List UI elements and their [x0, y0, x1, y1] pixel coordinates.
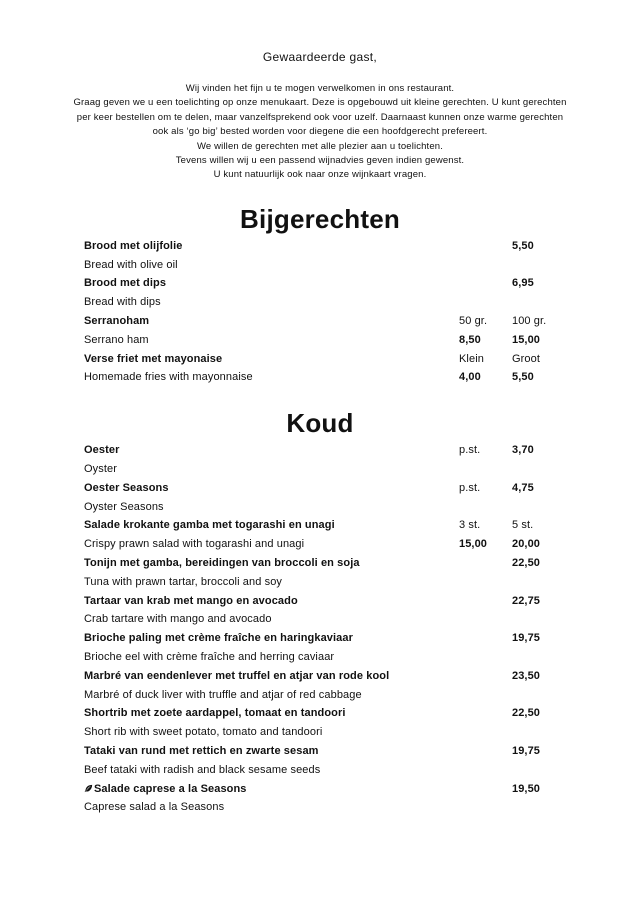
- item-name: [84, 629, 459, 648]
- menu-section: [84, 204, 556, 387]
- menu-item: [84, 667, 556, 705]
- item-description-row: [84, 686, 556, 705]
- item-description: Oyster Seasons: [84, 500, 164, 513]
- item-unit: [459, 798, 512, 817]
- intro-line: Graag geven we u een toelichting op onze menukaart. Deze is opgebouwd uit kleine gerechten. U kunt gerechten: [73, 97, 567, 109]
- item-unit: [512, 498, 556, 517]
- item-unit: [459, 460, 512, 479]
- item-price: 50 gr.: [459, 315, 488, 328]
- menu-item: [84, 592, 556, 630]
- menu-item: [84, 274, 556, 312]
- item-name-text: Serranoham: [84, 315, 150, 328]
- item-name-text: Shortrib met zoete aardappel, tomaat en tandoori: [84, 707, 346, 720]
- menu-section: [84, 408, 556, 817]
- item-name-text: Verse friet met mayonaise: [84, 352, 223, 365]
- item-description: Serrano ham: [84, 333, 149, 346]
- item-name-row: [84, 237, 556, 256]
- item-unit: [459, 742, 512, 761]
- item-description: Crispy prawn salad with togarashi and unagi: [84, 538, 305, 551]
- item-unit: [459, 237, 512, 256]
- menu-item: [84, 479, 556, 517]
- item-price: 6,95: [512, 277, 534, 290]
- item-description-row: [84, 610, 556, 629]
- item-price: 3 st.: [459, 519, 481, 532]
- item-unit: p.st.: [459, 444, 481, 457]
- item-price: 20,00: [512, 538, 541, 551]
- menu-sections: [84, 204, 556, 817]
- item-price: 22,75: [512, 594, 541, 607]
- item-description: Tuna with prawn tartar, broccoli and soy: [84, 575, 283, 588]
- item-name: [84, 667, 459, 686]
- item-price: 23,50: [512, 669, 541, 682]
- section-title: Koud: [286, 408, 354, 439]
- item-unit: [459, 761, 512, 780]
- greeting-text: Gewaardeerde gast,: [262, 50, 378, 64]
- item-name-text: Brood met dips: [84, 277, 167, 290]
- item-name-row: [84, 780, 556, 799]
- item-price: 15,00: [512, 333, 541, 346]
- item-name-row: [84, 629, 556, 648]
- item-unit: [512, 460, 556, 479]
- item-name-row: [84, 704, 556, 723]
- item-price: 19,75: [512, 632, 541, 645]
- item-unit: Groot: [512, 352, 541, 365]
- item-unit: [459, 686, 512, 705]
- item-description-row: [84, 648, 556, 667]
- item-description: Beef tataki with radish and black sesame seeds: [84, 763, 321, 776]
- menu-item: [84, 704, 556, 742]
- menu-item: [84, 516, 556, 554]
- item-unit: [512, 761, 556, 780]
- menu-item: [84, 312, 556, 350]
- item-description: Short rib with sweet potato, tomato and tandoori: [84, 726, 323, 739]
- item-name: [84, 441, 459, 460]
- item-unit: [459, 780, 512, 799]
- item-name: [84, 479, 459, 498]
- item-name-text: Tartaar van krab met mango en avocado: [84, 594, 298, 607]
- item-name-row: [84, 479, 556, 498]
- item-name-row: [84, 441, 556, 460]
- item-name-row: [84, 350, 556, 369]
- item-description-row: [84, 331, 556, 350]
- item-description-row: [84, 761, 556, 780]
- item-unit: [459, 723, 512, 742]
- item-price: 15,00: [459, 538, 488, 551]
- menu-item: [84, 780, 556, 818]
- item-name-text: Salade caprese a la Seasons: [94, 782, 247, 795]
- item-description: Bread with dips: [84, 296, 161, 309]
- item-unit: [459, 610, 512, 629]
- item-unit: [459, 498, 512, 517]
- item-unit: [459, 573, 512, 592]
- menu-item: [84, 237, 556, 275]
- item-unit: [459, 554, 512, 573]
- intro-line: U kunt natuurlijk ook naar onze wijnkaart vragen.: [213, 169, 427, 181]
- item-price: 22,50: [512, 707, 541, 720]
- item-name-text: Tataki van rund met rettich en zwarte sesam: [84, 744, 319, 757]
- item-name-text: Oester: [84, 444, 120, 457]
- item-name: [84, 312, 459, 331]
- item-unit: [459, 256, 512, 275]
- item-description: Marbré of duck liver with truffle and atjar of red cabbage: [84, 688, 362, 701]
- item-unit: [512, 648, 556, 667]
- item-unit: Klein: [459, 352, 484, 365]
- item-price: 22,50: [512, 557, 541, 569]
- item-name-text: Marbré van eendenlever met truffel en atjar van rode kool: [84, 669, 390, 682]
- section-title: Bijgerechten: [240, 203, 400, 234]
- item-unit: [459, 629, 512, 648]
- item-name: [84, 742, 459, 761]
- item-description: Caprese salad a la Seasons: [84, 801, 225, 814]
- item-price: 8,50: [459, 333, 481, 346]
- item-name-row: [84, 312, 556, 331]
- item-unit: [459, 293, 512, 312]
- item-description-row: [84, 723, 556, 742]
- item-name: [84, 274, 459, 293]
- intro-line: per keer bestellen om te delen, maar vanzelfsprekend ook voor uzelf. Daarnaast kunnen onze warme gerechten: [76, 111, 564, 123]
- item-description: Crab tartare with mango and avocado: [84, 613, 272, 626]
- item-description: Bread with olive oil: [84, 258, 178, 271]
- menu-item: [84, 554, 556, 592]
- item-unit: [512, 798, 556, 817]
- item-name-text: Brioche paling met crème fraîche en haringkaviaar: [84, 632, 354, 645]
- intro-line: Wij vinden het fijn u te mogen verwelkomen in ons restaurant.: [185, 83, 455, 94]
- item-description-row: [84, 293, 556, 312]
- item-price: 100 gr.: [512, 315, 547, 328]
- item-description: Homemade fries with mayonnaise: [84, 371, 253, 384]
- item-name: [84, 780, 459, 799]
- item-description-row: [84, 368, 556, 387]
- item-description-row: [84, 573, 556, 592]
- intro-line: ook als ‘go big’ bested worden voor diegene die een hoofdgerecht prefereert.: [152, 126, 488, 138]
- item-description-row: [84, 256, 556, 275]
- item-name: [84, 554, 459, 573]
- item-description-row: [84, 535, 556, 554]
- item-name-text: Tonijn met gamba, bereidingen van broccoli en soja: [84, 557, 360, 569]
- item-unit: [512, 723, 556, 742]
- item-name: [84, 516, 459, 535]
- item-name-row: [84, 516, 556, 535]
- item-price: 4,00: [459, 371, 481, 384]
- item-description: Brioche eel with crème fraîche and herring caviaar: [84, 650, 335, 663]
- item-price: 5,50: [512, 239, 534, 252]
- item-description: Oyster: [84, 463, 117, 476]
- item-description-row: [84, 460, 556, 479]
- item-name-text: Salade krokante gamba met togarashi en unagi: [84, 519, 335, 532]
- item-price: 19,50: [512, 782, 541, 795]
- item-unit: [512, 256, 556, 275]
- item-price: 5,50: [512, 371, 534, 384]
- item-unit: p.st.: [459, 481, 481, 494]
- item-unit: [459, 274, 512, 293]
- intro-paragraph: [0, 82, 640, 183]
- item-description-row: [84, 498, 556, 517]
- item-price: 3,70: [512, 444, 534, 457]
- item-name: [84, 592, 459, 611]
- item-unit: [459, 704, 512, 723]
- item-name-text: Oester Seasons: [84, 481, 169, 494]
- item-unit: [459, 667, 512, 686]
- item-name-row: [84, 742, 556, 761]
- item-name-text: Brood met olijfolie: [84, 239, 183, 252]
- item-unit: [459, 592, 512, 611]
- item-name-row: [84, 274, 556, 293]
- item-price: 4,75: [512, 481, 534, 494]
- leaf-icon: [84, 784, 93, 793]
- item-unit: [512, 610, 556, 629]
- item-description-row: [84, 798, 556, 817]
- menu-item: [84, 629, 556, 667]
- item-name-row: [84, 554, 556, 573]
- item-name: [84, 704, 459, 723]
- intro-line: Tevens willen wij u een passend wijnadvies geven indien gewenst.: [175, 155, 465, 167]
- item-price: 5 st.: [512, 519, 534, 532]
- menu-item: [84, 441, 556, 479]
- item-name-row: [84, 667, 556, 686]
- menu-item: [84, 742, 556, 780]
- item-unit: [459, 648, 512, 667]
- item-unit: [512, 293, 556, 312]
- item-name: [84, 350, 459, 369]
- item-unit: [512, 686, 556, 705]
- item-price: 19,75: [512, 744, 541, 757]
- menu-item: [84, 350, 556, 388]
- item-name: [84, 237, 459, 256]
- intro-line: We willen de gerechten met alle plezier aan u toelichten.: [196, 140, 443, 152]
- item-unit: [512, 573, 556, 592]
- item-name-row: [84, 592, 556, 611]
